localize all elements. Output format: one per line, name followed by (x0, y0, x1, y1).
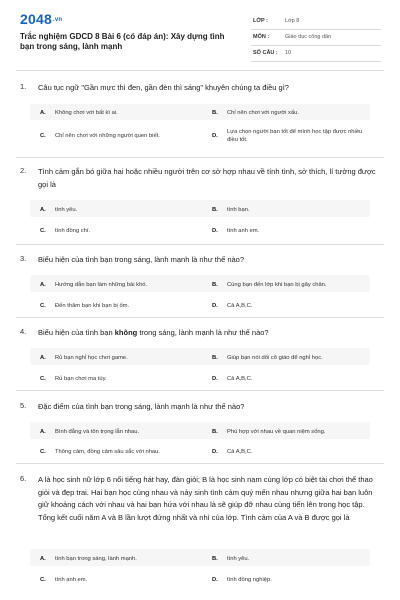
meta-label: LỚP : (253, 18, 268, 24)
question-number: 2. (20, 166, 27, 175)
meta-row-grade (251, 14, 381, 30)
meta-label: MÔN : (253, 34, 270, 40)
divider (16, 317, 384, 318)
meta-value: 10 (285, 50, 292, 56)
question-text: Biểu hiện của tình bạn không trong sáng, lành mạnh là như thế nào? (38, 328, 269, 337)
question-number: 3. (20, 254, 27, 263)
question-number: 4. (20, 327, 27, 336)
question-number: 5. (20, 401, 27, 410)
question-text: Biểu hiện của tình bạn trong sáng, lành mạnh là như thế nào? (38, 255, 245, 264)
question-text: Tình cảm gắn bó giữa hai hoặc nhiều người trên cơ sở hợp nhau về tính tình, sở thích, lí tưởng được gọi là (38, 167, 376, 189)
question-number: 1. (20, 82, 27, 91)
meta-value: Giáo dục công dân (285, 34, 332, 40)
divider (16, 70, 384, 71)
emphasis-text: không (114, 328, 138, 337)
divider (16, 390, 384, 391)
page-header (0, 0, 400, 64)
meta-row-subject (251, 30, 381, 46)
question-text: Đặc điểm của tình bạn trong sáng, lành mạnh là như thế nào? (38, 402, 245, 411)
site-logo[interactable]: 2048.vn (20, 11, 63, 27)
question-number: 6. (20, 474, 27, 483)
divider (16, 244, 384, 245)
divider (16, 463, 384, 464)
divider (16, 157, 384, 158)
question-text: Câu tục ngữ "Gần mực thì đen, gần đèn thì sáng" khuyên chúng ta điều gì? (38, 83, 289, 92)
meta-row-count (251, 46, 381, 62)
meta-table (251, 14, 381, 62)
meta-value: Lớp 8 (285, 18, 300, 24)
quiz-page: 2048.vn Trắc nghiệm GDCD 8 Bài 6 (có đáp án): Xây dựng tình bạn trong sáng, lành mạnh LỚP : Lớp 8 MÔN : Giáo dục công dân SỐ CÂU : 10 1. Câu tục ngữ "Gần mực thì đen, gần đèn thì sáng" khuyên chúng ta điều gì? A. Không chơi với bất kì ai. B. Chỉ nên chơi với người xấu. C. Chỉ nên chơi với những người quen biết. D. Lựa chọn người bạn tốt để mình học tập được nhiều điều tốt. 2. Tình cảm gắn bó giữa hai hoặc nhiều người trên cơ sở hợp nhau về tính tình, sở thích, lí tưởng được gọi là A. tình yêu. B. tình bạn. C. tình đồng chí. D. tình anh em. 3. Biểu hiện của tình bạn trong sáng, lành mạnh là như thế nào? A. Hướng dẫn bạn làm những bài khó. B. Cùng bạn đến lớp khi bạn bị gãy chân. C. Đến thăm bạn khi bạn bị ốm. D. Cả A,B,C. 4. Biểu hiện của tình bạn không trong sáng, lành mạnh là như thế nào? A. Rủ bạn nghỉ học chơi game. B. Giúp bạn nói dối cô giáo để nghỉ học. C. Rủ bạn chơi ma túy. D. Cả A,B,C. 5. Đặc điểm của tình bạn trong sáng, lành mạnh là như thế nào? A. Bình đẳng và tôn trọng lẫn nhau. B. Phù hợp với nhau về quan niệm sống. C. Thông cảm, đồng cảm sâu sắc với nhau. D. Cả A,B,C. 6. A là học sinh nữ lớp 6 nổi tiếng hát hay, đàn giỏi; B là học sinh nam cùng lớp có biệt tài chơi thể thao giỏi và đẹp trai. Hai bạn học cùng nhau và nảy sinh tình cảm quý mến nhau nhưng giữa hai bạn luôn giữ khoảng cách với nhau và hai bạn hứa với nhau là sẽ giúp đỡ nhau cùng tiến lên trong học tập. Tổng kết cuối năm A và B lần lượt đứng nhất và nhì của lớp. Tình cảm của A và B được gọi là A. tình bạn trong sáng, lành mạnh. B. tình yêu. C. tình anh em. D. tình đồng nghiệp. (0, 0, 400, 600)
question-text: A là học sinh nữ lớp 6 nổi tiếng hát hay, đàn giỏi; B là học sinh nam cùng lớp có biệt tài chơi thể thao giỏi và đẹp trai. Hai bạn học cùng nhau và nảy sinh tình cảm quý mến nhau nhưng giữa hai bạn luôn giữ khoảng cách với nhau và hai bạn hứa với nhau là sẽ giúp đỡ nhau cùng tiến lên trong học tập. Tổng kết cuối năm A và B lần lượt đứng nhất và nhì của lớp. Tình cảm của A và B được gọi là (38, 475, 373, 522)
page-title: Trắc nghiệm GDCD 8 Bài 6 (có đáp án): Xây dựng tình bạn trong sáng, lành mạnh (20, 32, 225, 51)
meta-label: SỐ CÂU : (253, 50, 278, 56)
